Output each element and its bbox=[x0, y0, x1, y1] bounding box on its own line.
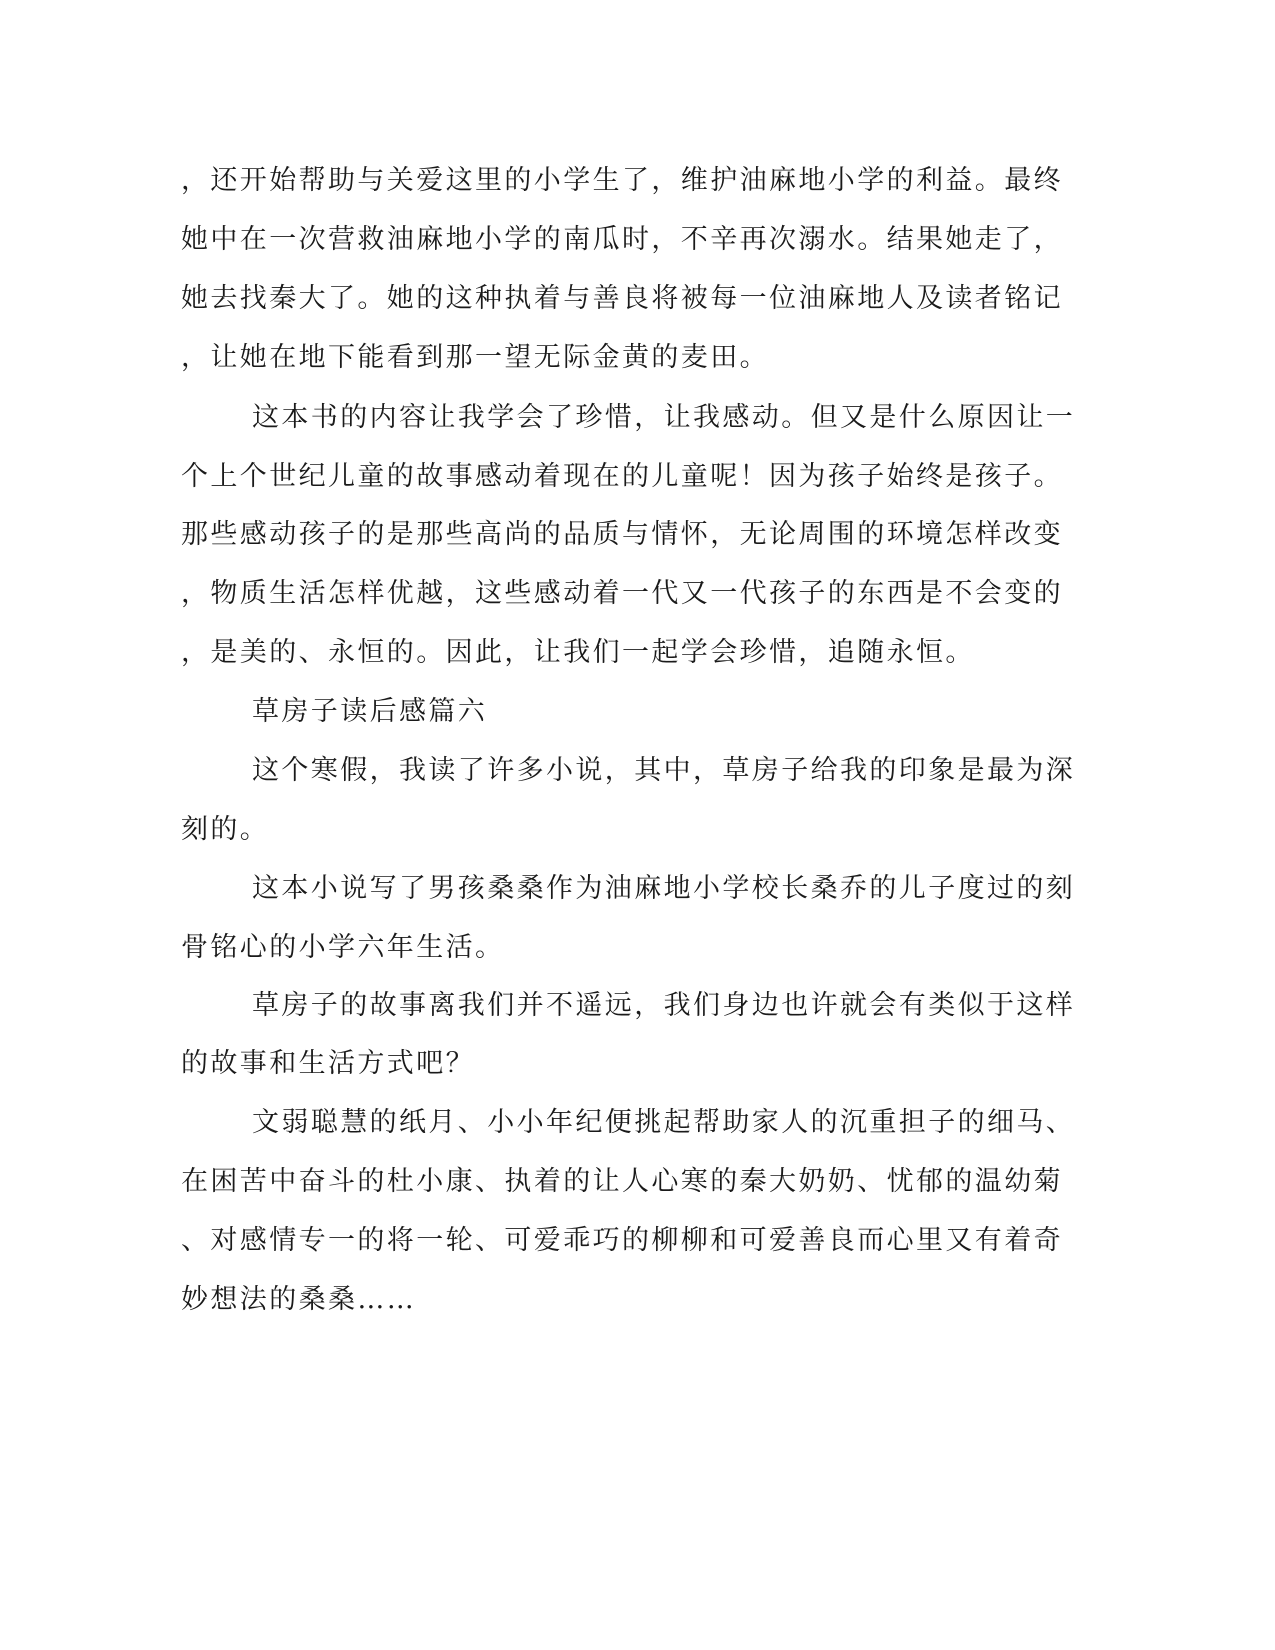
text-line: 的故事和生活方式吧？ bbox=[181, 1048, 475, 1079]
text-line: ，让她在地下能看到那一望无际金黄的麦田。 bbox=[181, 342, 769, 373]
paragraph-first-line: 这个寒假，我读了许多小说，其中，草房子给我的印象是最为深 bbox=[252, 755, 1076, 786]
paragraph-first-line: 文弱聪慧的纸月、小小年纪便挑起帮助家人的沉重担子的细马、 bbox=[252, 1107, 1076, 1138]
text-line: ，还开始帮助与关爱这里的小学生了，维护油麻地小学的利益。最终 bbox=[181, 165, 1063, 196]
section-heading: 草房子读后感篇六 bbox=[252, 696, 488, 727]
paragraph-first-line: 这本小说写了男孩桑桑作为油麻地小学校长桑乔的儿子度过的刻 bbox=[252, 873, 1076, 904]
paragraph-first-line: 草房子的故事离我们并不遥远，我们身边也许就会有类似于这样 bbox=[252, 990, 1076, 1021]
text-line: 她去找秦大了。她的这种执着与善良将被每一位油麻地人及读者铭记 bbox=[181, 283, 1063, 314]
text-line: 她中在一次营救油麻地小学的南瓜时，不辛再次溺水。结果她走了， bbox=[181, 224, 1063, 255]
text-line: 个上个世纪儿童的故事感动着现在的儿童呢！因为孩子始终是孩子。 bbox=[181, 461, 1063, 492]
text-line: ，物质生活怎样优越，这些感动着一代又一代孩子的东西是不会变的 bbox=[181, 578, 1063, 609]
text-line: 、对感情专一的将一轮、可爱乖巧的柳柳和可爱善良而心里又有着奇 bbox=[181, 1225, 1063, 1256]
text-line: 骨铭心的小学六年生活。 bbox=[181, 932, 505, 963]
text-line: 妙想法的桑桑…… bbox=[181, 1284, 417, 1315]
text-line: 刻的。 bbox=[181, 814, 270, 845]
text-line: ，是美的、永恒的。因此，让我们一起学会珍惜，追随永恒。 bbox=[181, 637, 975, 668]
text-line: 那些感动孩子的是那些高尚的品质与情怀，无论周围的环境怎样改变 bbox=[181, 519, 1063, 550]
text-line: 在困苦中奋斗的杜小康、执着的让人心寒的秦大奶奶、忧郁的温幼菊 bbox=[181, 1166, 1063, 1197]
paragraph-first-line: 这本书的内容让我学会了珍惜，让我感动。但又是什么原因让一 bbox=[252, 402, 1076, 433]
